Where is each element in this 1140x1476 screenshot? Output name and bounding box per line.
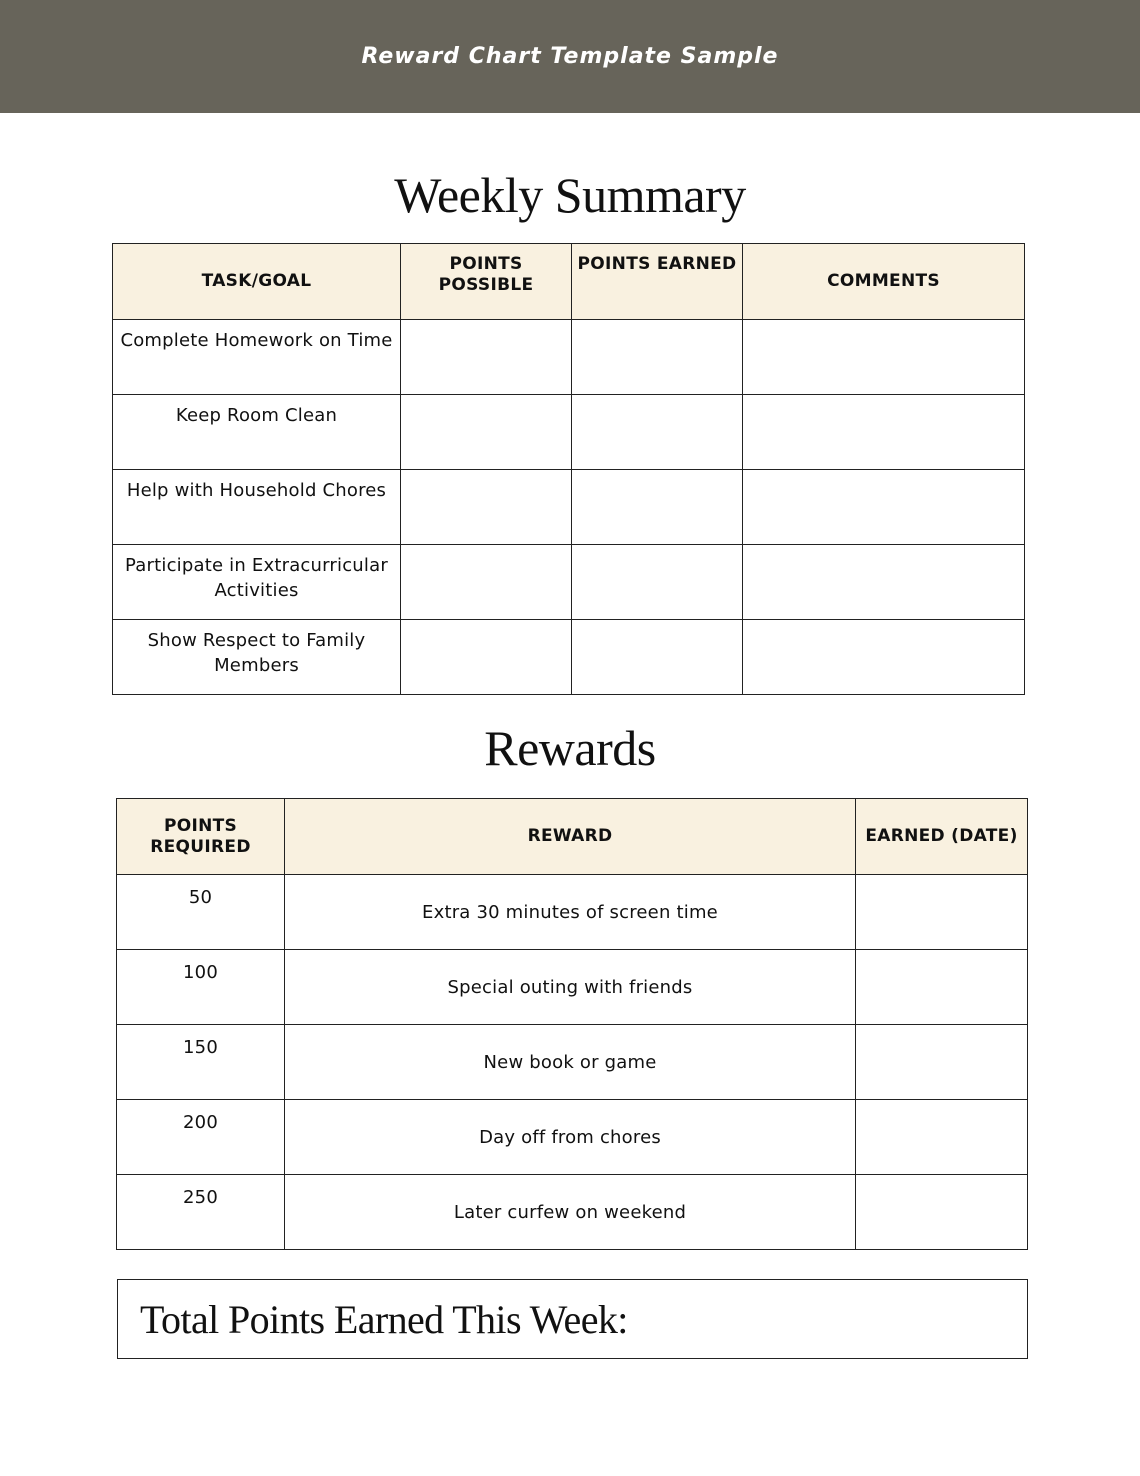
points-earned-cell [572, 545, 743, 620]
comments-cell [743, 470, 1025, 545]
table-row [117, 1175, 1028, 1250]
earned-date-cell [856, 1175, 1028, 1250]
table-row [117, 1025, 1028, 1100]
table-row [117, 950, 1028, 1025]
reward-cell: Later curfew on weekend [285, 1175, 856, 1250]
table-row [113, 620, 1025, 695]
earned-date-cell [856, 1025, 1028, 1100]
rewards-table [116, 798, 1028, 1250]
points-possible-cell [401, 545, 572, 620]
column-header-comments: COMMENTS [743, 244, 1025, 320]
task-cell: Participate in Extracurricular Activities [113, 545, 401, 620]
banner-title: Reward Chart Template Sample [361, 43, 779, 69]
comments-cell [743, 545, 1025, 620]
weekly-summary-heading: Weekly Summary [394, 167, 746, 223]
points-possible-cell [401, 395, 572, 470]
column-header-reward: REWARD [285, 799, 856, 875]
task-cell: Complete Homework on Time [113, 320, 401, 395]
points-required-cell: 100 [117, 950, 285, 1025]
column-header-task-goal: TASK/GOAL [113, 244, 401, 320]
task-cell: Help with Household Chores [113, 470, 401, 545]
earned-date-cell [856, 1100, 1028, 1175]
points-required-cell: 200 [117, 1100, 285, 1175]
table-row [113, 320, 1025, 395]
task-cell: Show Respect to Family Members [113, 620, 401, 695]
points-earned-cell [572, 320, 743, 395]
earned-date-cell [856, 875, 1028, 950]
points-possible-cell [401, 320, 572, 395]
table-row [113, 470, 1025, 545]
total-points-label: Total Points Earned This Week: [140, 1296, 628, 1342]
total-points-box [117, 1279, 1028, 1359]
task-cell: Keep Room Clean [113, 395, 401, 470]
points-required-cell: 150 [117, 1025, 285, 1100]
rewards-heading: Rewards [484, 720, 656, 776]
column-header-points-possible: POINTS POSSIBLE [401, 244, 572, 320]
header-banner [0, 0, 1140, 113]
points-earned-cell [572, 620, 743, 695]
weekly-summary-table [112, 243, 1025, 695]
rewards-header-row [117, 799, 1028, 875]
comments-cell [743, 320, 1025, 395]
points-earned-cell [572, 470, 743, 545]
comments-cell [743, 395, 1025, 470]
reward-cell: Special outing with friends [285, 950, 856, 1025]
points-required-cell: 250 [117, 1175, 285, 1250]
points-possible-cell [401, 620, 572, 695]
table-row [117, 1100, 1028, 1175]
reward-cell: New book or game [285, 1025, 856, 1100]
earned-date-cell [856, 950, 1028, 1025]
column-header-points-required: POINTS REQUIRED [117, 799, 285, 875]
table-row [113, 395, 1025, 470]
points-earned-cell [572, 395, 743, 470]
table-row [113, 545, 1025, 620]
column-header-points-earned: POINTS EARNED [572, 244, 743, 320]
comments-cell [743, 620, 1025, 695]
table-row [117, 875, 1028, 950]
points-possible-cell [401, 470, 572, 545]
weekly-header-row [113, 244, 1025, 320]
reward-cell: Day off from chores [285, 1100, 856, 1175]
column-header-earned-date: EARNED (DATE) [856, 799, 1028, 875]
reward-cell: Extra 30 minutes of screen time [285, 875, 856, 950]
points-required-cell: 50 [117, 875, 285, 950]
